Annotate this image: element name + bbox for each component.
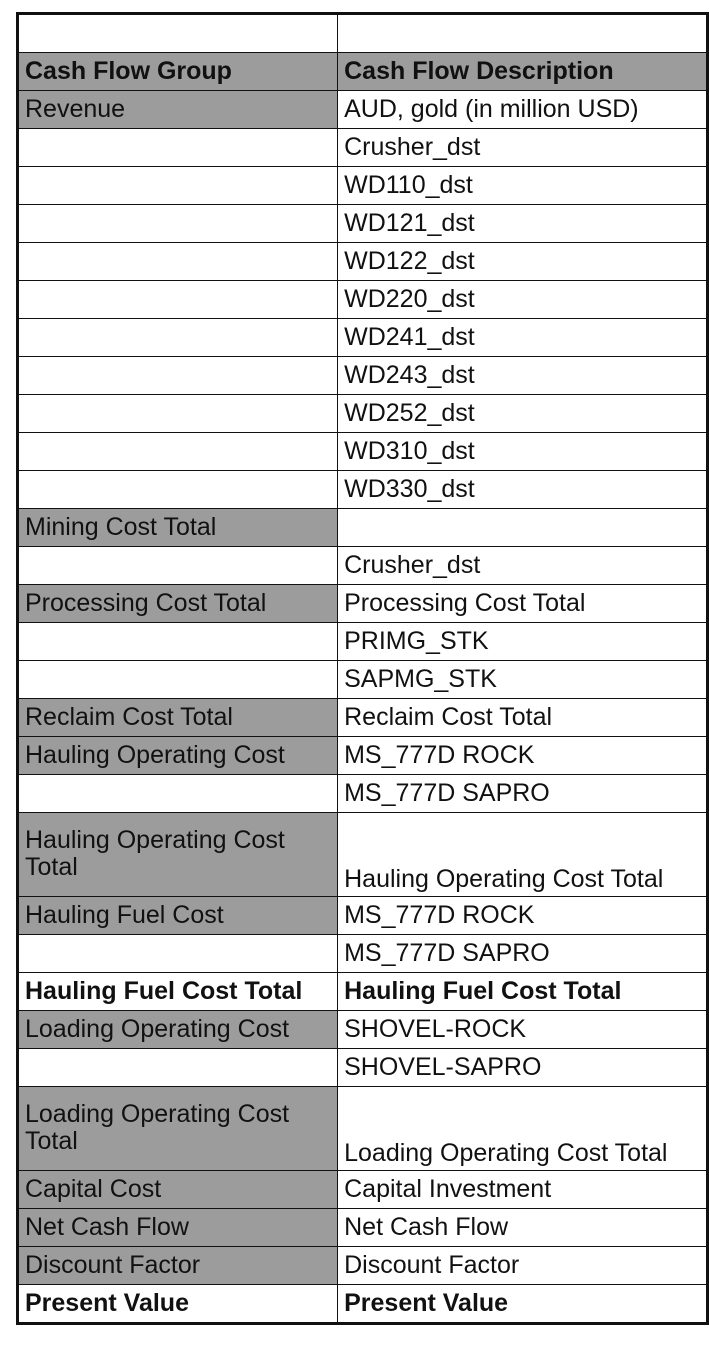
cash-flow-description-cell[interactable]: MS_777D ROCK [338, 897, 708, 935]
cash-flow-group-cell[interactable]: Discount Factor [18, 1247, 338, 1285]
cash-flow-description-cell[interactable]: AUD, gold (in million USD) [338, 91, 708, 129]
cash-flow-group-cell[interactable] [18, 547, 338, 585]
blank-row [18, 14, 708, 53]
cash-flow-group-cell[interactable]: Revenue [18, 91, 338, 129]
cash-flow-group-cell[interactable] [18, 205, 338, 243]
cash-flow-group-cell[interactable] [18, 243, 338, 281]
table-row [18, 1209, 708, 1247]
cash-flow-description-cell[interactable]: Crusher_dst [338, 129, 708, 167]
table-row [18, 167, 708, 205]
table-row [18, 433, 708, 471]
blank-cell[interactable] [18, 14, 338, 53]
cash-flow-group-cell[interactable]: Capital Cost [18, 1171, 338, 1209]
table-row [18, 243, 708, 281]
cash-flow-description-cell[interactable]: Processing Cost Total [338, 585, 708, 623]
cash-flow-description-cell[interactable]: SAPMG_STK [338, 661, 708, 699]
table-row [18, 775, 708, 813]
cash-flow-description-cell[interactable]: WD121_dst [338, 205, 708, 243]
table-row [18, 395, 708, 433]
cash-flow-group-cell[interactable]: Processing Cost Total [18, 585, 338, 623]
table-row [18, 585, 708, 623]
cash-flow-group-cell[interactable] [18, 129, 338, 167]
cash-flow-description-cell[interactable]: PRIMG_STK [338, 623, 708, 661]
cash-flow-group-cell[interactable] [18, 319, 338, 357]
cash-flow-group-cell[interactable] [18, 471, 338, 509]
table-row [18, 737, 708, 775]
table-row [18, 281, 708, 319]
cash-flow-group-cell[interactable] [18, 775, 338, 813]
cash-flow-description-cell[interactable]: WD110_dst [338, 167, 708, 205]
cash-flow-description-cell[interactable] [338, 509, 708, 547]
column-header-group[interactable]: Cash Flow Group [18, 53, 338, 91]
cash-flow-description-cell[interactable]: WD241_dst [338, 319, 708, 357]
cash-flow-group-cell[interactable]: Mining Cost Total [18, 509, 338, 547]
cash-flow-group-cell[interactable]: Present Value [18, 1285, 338, 1324]
table-row [18, 1247, 708, 1285]
cash-flow-description-cell[interactable]: WD220_dst [338, 281, 708, 319]
table-row [18, 471, 708, 509]
cash-flow-table [16, 12, 709, 1325]
table-row [18, 357, 708, 395]
cash-flow-group-cell[interactable] [18, 661, 338, 699]
cash-flow-group-cell[interactable] [18, 281, 338, 319]
cash-flow-description-cell[interactable]: SHOVEL-SAPRO [338, 1049, 708, 1087]
cash-flow-group-cell[interactable]: Net Cash Flow [18, 1209, 338, 1247]
table-row [18, 319, 708, 357]
cash-flow-group-cell[interactable]: Hauling Operating Cost Total [18, 813, 338, 897]
cash-flow-description-cell[interactable]: MS_777D ROCK [338, 737, 708, 775]
cash-flow-description-cell[interactable]: Hauling Operating Cost Total [338, 813, 708, 897]
table-row [18, 1049, 708, 1087]
cash-flow-description-cell[interactable]: MS_777D SAPRO [338, 775, 708, 813]
table-row [18, 973, 708, 1011]
cash-flow-group-cell[interactable] [18, 395, 338, 433]
cash-flow-description-cell[interactable]: Capital Investment [338, 1171, 708, 1209]
cash-flow-group-cell[interactable] [18, 1049, 338, 1087]
table-row [18, 1285, 708, 1324]
cash-flow-group-cell[interactable] [18, 623, 338, 661]
table-row [18, 1011, 708, 1049]
cash-flow-group-cell[interactable] [18, 357, 338, 395]
cash-flow-group-cell[interactable]: Hauling Fuel Cost Total [18, 973, 338, 1011]
cash-flow-description-cell[interactable]: WD243_dst [338, 357, 708, 395]
table-row [18, 935, 708, 973]
table-row [18, 623, 708, 661]
header-row [18, 53, 708, 91]
cash-flow-description-cell[interactable]: Discount Factor [338, 1247, 708, 1285]
cash-flow-description-cell[interactable]: WD122_dst [338, 243, 708, 281]
table-row [18, 509, 708, 547]
blank-cell[interactable] [338, 14, 708, 53]
cash-flow-description-cell[interactable]: WD252_dst [338, 395, 708, 433]
cash-flow-group-cell[interactable]: Hauling Fuel Cost [18, 897, 338, 935]
cash-flow-description-cell[interactable]: WD310_dst [338, 433, 708, 471]
cash-flow-description-cell[interactable]: Reclaim Cost Total [338, 699, 708, 737]
table-row [18, 547, 708, 585]
cash-flow-description-cell[interactable]: Crusher_dst [338, 547, 708, 585]
cash-flow-group-cell[interactable] [18, 433, 338, 471]
column-header-description[interactable]: Cash Flow Description [338, 53, 708, 91]
table-row [18, 91, 708, 129]
table-row [18, 129, 708, 167]
cash-flow-description-cell[interactable]: Hauling Fuel Cost Total [338, 973, 708, 1011]
cash-flow-group-cell[interactable]: Reclaim Cost Total [18, 699, 338, 737]
cash-flow-group-cell[interactable]: Loading Operating Cost [18, 1011, 338, 1049]
table-row [18, 1171, 708, 1209]
table-row [18, 897, 708, 935]
table-row [18, 699, 708, 737]
table-row [18, 813, 708, 897]
cash-flow-description-cell[interactable]: WD330_dst [338, 471, 708, 509]
table-row [18, 205, 708, 243]
cash-flow-group-cell[interactable] [18, 935, 338, 973]
cash-flow-group-cell[interactable]: Loading Operating Cost Total [18, 1087, 338, 1171]
cash-flow-description-cell[interactable]: MS_777D SAPRO [338, 935, 708, 973]
cash-flow-description-cell[interactable]: Present Value [338, 1285, 708, 1324]
cash-flow-group-cell[interactable]: Hauling Operating Cost [18, 737, 338, 775]
cash-flow-group-cell[interactable] [18, 167, 338, 205]
cash-flow-description-cell[interactable]: Net Cash Flow [338, 1209, 708, 1247]
cash-flow-description-cell[interactable]: SHOVEL-ROCK [338, 1011, 708, 1049]
table-row [18, 1087, 708, 1171]
cash-flow-description-cell[interactable]: Loading Operating Cost Total [338, 1087, 708, 1171]
cash-flow-table-body [18, 14, 708, 1324]
table-row [18, 661, 708, 699]
